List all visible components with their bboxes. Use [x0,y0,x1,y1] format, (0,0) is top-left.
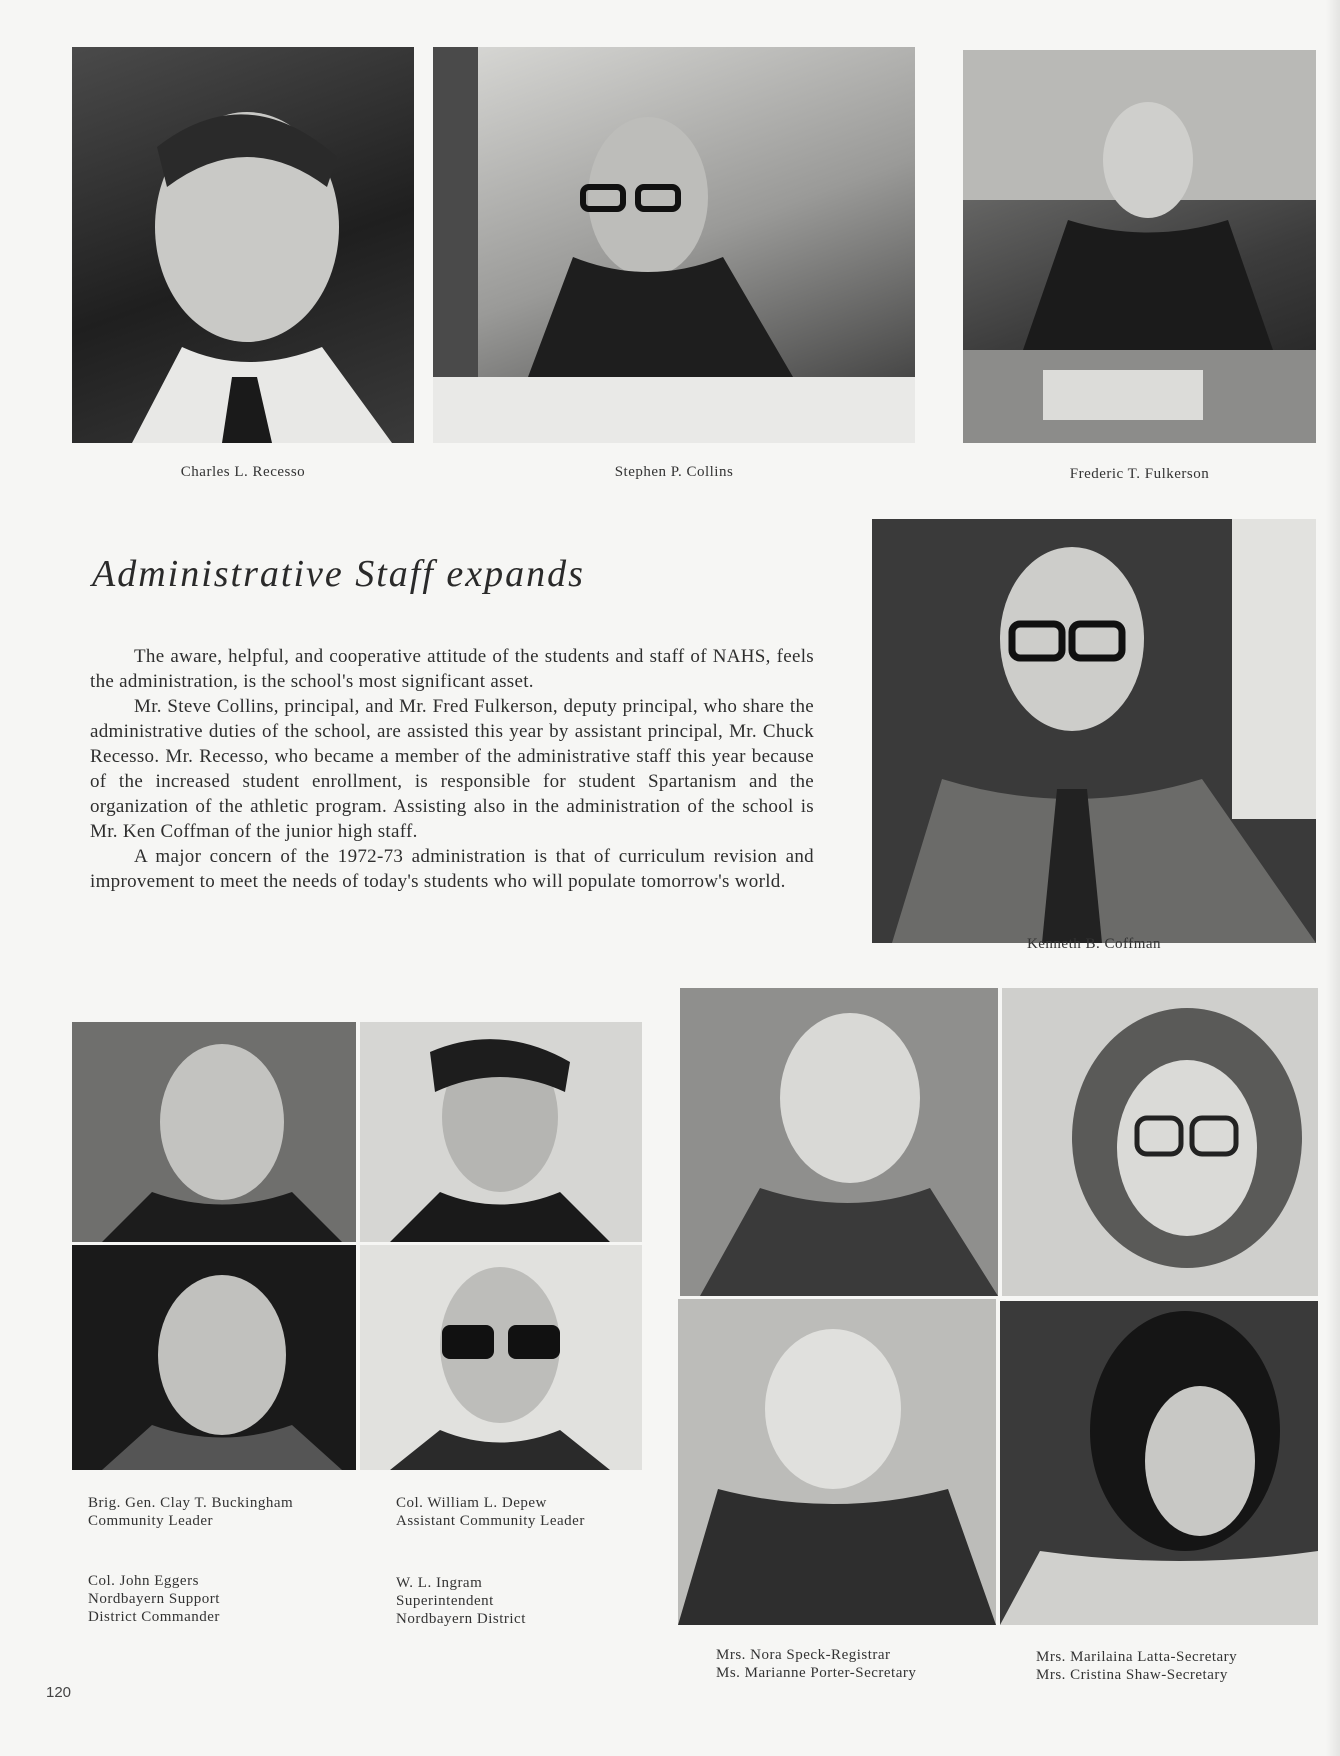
photo-nora-speck [680,988,998,1296]
caption-frederic-fulkerson: Frederic T. Fulkerson [1069,466,1210,482]
caption-line: Superintendent [396,1593,494,1609]
portrait-silhouette [360,1245,642,1470]
caption-line: Col. William L. Depew [396,1495,547,1511]
caption-william-depew [396,1494,585,1530]
article-headline: Administrative Staff expands [92,553,585,595]
caption-line: Community Leader [88,1513,214,1529]
photo-stephen-collins [433,47,915,443]
article-body [90,644,814,894]
caption-line: Mrs. Marilaina Latta-Secretary [1036,1649,1238,1665]
caption-line: Nordbayern Support [88,1591,220,1607]
caption-clay-buckingham [88,1494,293,1530]
portrait-silhouette [433,47,915,443]
caption-line: Assistant Community Leader [396,1513,585,1529]
article-paragraph: A major concern of the 1972-73 administration is that of curriculum revision and improvement to meet the needs of today's students who will populate tomorrow's world. [90,846,814,892]
caption-line: Nordbayern District [396,1611,526,1627]
photo-john-eggers [72,1245,356,1470]
article-paragraph: Mr. Steve Collins, principal, and Mr. Fred Fulkerson, deputy principal, who share the administrative duties of the school, are assisted this year by assistant principal, Mr. Chuck Recesso. Mr. Recesso, who became a member of the administrative staff this year because of the increased student enrollment, is responsible for student Spartanism and the organization of the athletic program. Assisting also in the administration of the school is Mr. Ken Coffman of the junior high staff. [90,696,814,842]
caption-speck-porter [716,1646,916,1682]
caption-line: Ms. Marianne Porter-Secretary [716,1665,917,1681]
caption-line: Brig. Gen. Clay T. Buckingham [88,1495,294,1511]
portrait-silhouette [1002,988,1318,1296]
portrait-silhouette [1000,1301,1318,1625]
photo-marianne-porter [678,1299,996,1625]
caption-line: Mrs. Cristina Shaw-Secretary [1036,1667,1228,1683]
portrait-silhouette [678,1299,996,1625]
photo-marilaina-latta [1002,988,1318,1296]
photo-wl-ingram [360,1245,642,1470]
caption-line: District Commander [88,1609,220,1625]
caption-john-eggers [88,1572,220,1626]
caption-stephen-collins: Stephen P. Collins [614,464,734,480]
portrait-silhouette [872,519,1316,943]
photo-clay-buckingham [72,1022,356,1242]
photo-charles-recesso [72,47,414,443]
caption-line: Col. John Eggers [88,1573,199,1589]
caption-kenneth-coffman: Kenneth B. Coffman [1026,936,1162,952]
portrait-silhouette [72,1245,356,1470]
portrait-silhouette [963,50,1316,443]
caption-line: Mrs. Nora Speck-Registrar [716,1647,891,1663]
photo-william-depew [360,1022,642,1242]
portrait-silhouette [72,1022,356,1242]
portrait-silhouette [680,988,998,1296]
photo-cristina-shaw [1000,1301,1318,1625]
portrait-silhouette [72,47,414,443]
caption-wl-ingram [396,1574,526,1628]
article-paragraph: The aware, helpful, and cooperative attitude of the students and staff of NAHS, feels the administration, is the school's most significant asset. [90,646,814,692]
caption-latta-shaw [1036,1648,1237,1684]
page-number: 120 [46,1684,72,1701]
photo-kenneth-coffman [872,519,1316,943]
page-edge-shadow [1326,0,1340,1756]
portrait-silhouette [360,1022,642,1242]
caption-line: W. L. Ingram [396,1575,483,1591]
photo-frederic-fulkerson [963,50,1316,443]
caption-charles-recesso: Charles L. Recesso [180,464,306,480]
